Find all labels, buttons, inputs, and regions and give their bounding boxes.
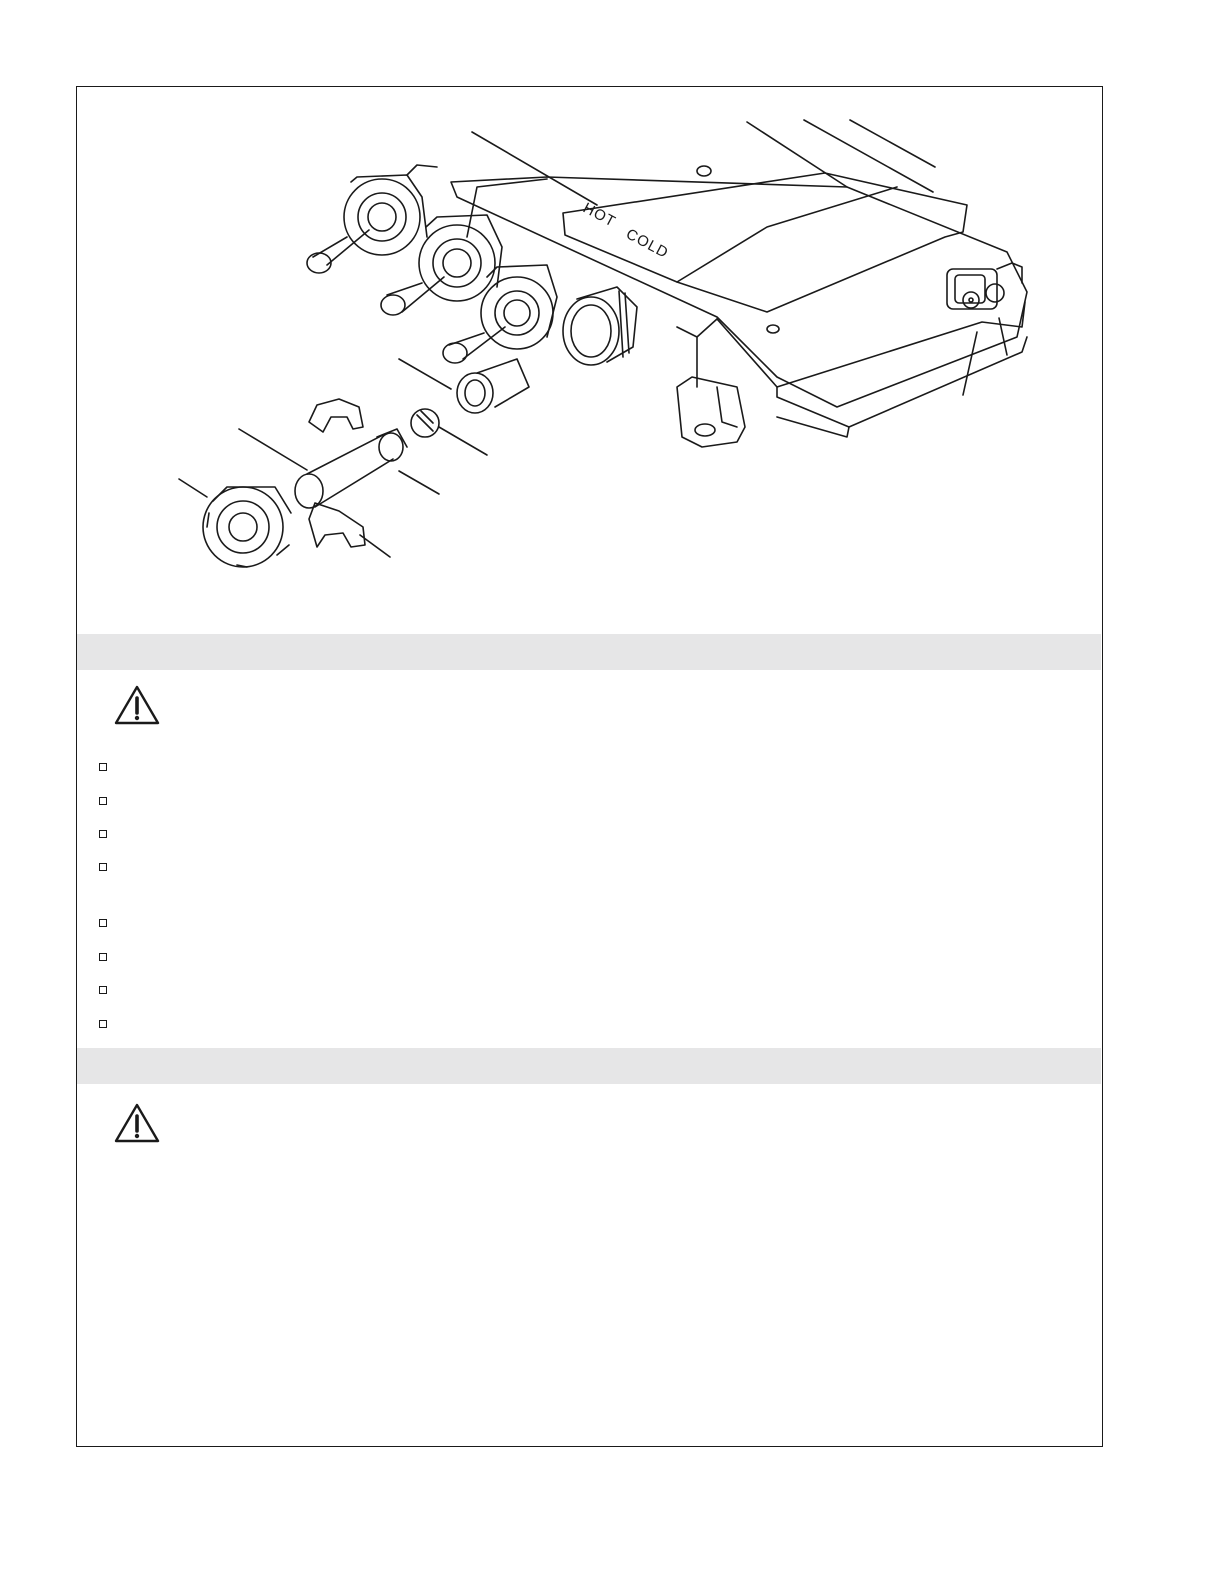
retaining-clip-top — [309, 399, 363, 432]
check-valve-cartridge — [457, 359, 529, 413]
valve-assembly-illustration — [77, 87, 1101, 633]
checkbox-icon[interactable] — [99, 830, 107, 838]
valve-body-outline — [451, 177, 1027, 407]
page-frame — [76, 86, 1103, 1447]
warning-triangle-icon — [113, 684, 161, 726]
checkbox-icon[interactable] — [99, 953, 107, 961]
checkbox-icon[interactable] — [99, 863, 107, 871]
checkbox-icon[interactable] — [99, 797, 107, 805]
warning-triangle-icon — [113, 1102, 161, 1144]
threaded-outlet — [563, 287, 637, 365]
hot-label: HOT — [580, 199, 619, 231]
filter-screen — [411, 409, 439, 437]
section-band — [77, 1048, 1101, 1084]
section-band — [77, 634, 1101, 670]
checkbox-icon[interactable] — [99, 986, 107, 994]
outlet-pipe-1 — [307, 165, 437, 273]
screw-icon — [767, 325, 779, 333]
screw-icon — [697, 166, 711, 176]
inlet-tube — [295, 429, 407, 508]
cold-label: COLD — [623, 225, 672, 262]
checkbox-icon[interactable] — [99, 763, 107, 771]
mounting-tab — [677, 377, 745, 447]
top-cover-plate — [563, 173, 967, 312]
coupling-nut — [203, 487, 291, 567]
checkbox-icon[interactable] — [99, 919, 107, 927]
checkbox-icon[interactable] — [99, 1020, 107, 1028]
retaining-clip-bottom — [309, 503, 365, 547]
outlet-pipe-3 — [443, 265, 557, 363]
